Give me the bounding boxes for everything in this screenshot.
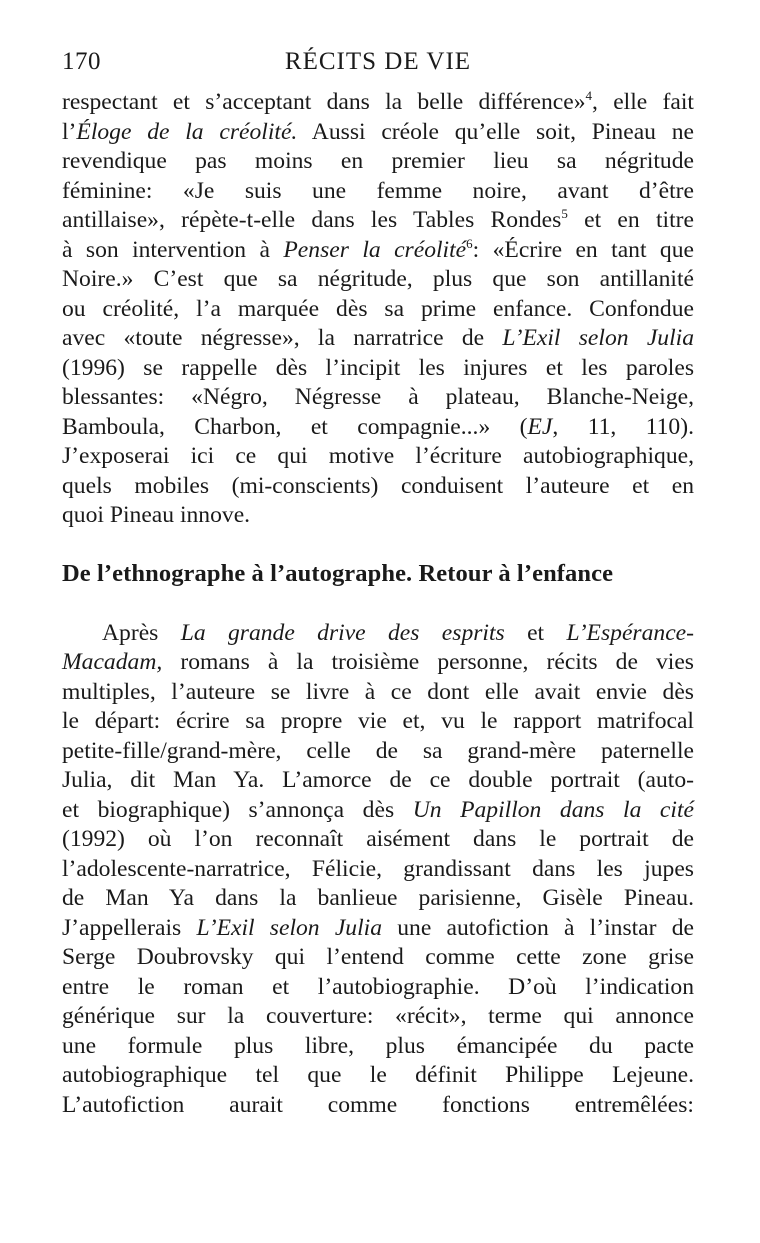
- page-number: 170: [62, 48, 101, 75]
- text-line: L’autofiction aurait comme fonctions entremêlées:: [62, 1091, 694, 1118]
- footnote-ref[interactable]: 5: [561, 206, 568, 222]
- text-line: petite-fille/grand-mère, celle de sa grand-mère paternelle: [62, 737, 694, 764]
- text-line: autobiographique tel que le définit Philippe Lejeune.: [62, 1062, 694, 1088]
- text-line: (1992) où l’on reconnaît aisément dans le portrait de: [62, 826, 694, 852]
- running-title: RÉCITS DE VIE: [284, 48, 472, 75]
- text-line: Julia, dit Man Ya. L’amorce de ce double portrait (auto-: [62, 767, 694, 793]
- text-line: J’appellerais L’Exil selon Julia une autofiction à l’instar de: [62, 914, 695, 941]
- text-line: Noire.» C’est que sa négritude, plus que son antillanité: [62, 266, 694, 292]
- book-title: La grande drive des esprits: [180, 619, 505, 646]
- book-title: L’Espérance-: [566, 619, 694, 646]
- text-line: J’exposerai ici ce qui motive l’écriture autobiographique,: [62, 443, 694, 469]
- book-title: Macadam,: [62, 649, 163, 675]
- book-title: L’Exil selon Julia: [196, 914, 383, 941]
- footnote-ref[interactable]: 6: [466, 235, 473, 251]
- text-line: à son intervention à Penser la créolité$^6$: «Écrire en tant que: [62, 235, 694, 263]
- text-line: multiples, l’auteure se livre à ce dont elle avait envie dès: [62, 678, 694, 705]
- footnote-ref[interactable]: 4: [585, 88, 593, 104]
- paragraph-intro: [62, 88, 694, 531]
- text-line: l’adolescente-narratrice, Félicie, grandissant dans les jupes: [62, 855, 694, 882]
- text-line: générique sur la couverture: «récit», terme qui annonce: [62, 1003, 694, 1029]
- text-line: revendique pas moins en premier lieu sa négritude: [62, 148, 694, 174]
- book-title: Éloge de la créolité.: [76, 118, 298, 145]
- text-line: une formule plus libre, plus émancipée du pacte: [62, 1032, 694, 1059]
- text-line: Bamboula, Charbon, et compagnie...» (EJ, 11, 110).: [62, 413, 694, 440]
- running-head: [62, 48, 694, 88]
- text-line: et biographique) s’annonça dès Un Papillon dans la cité: [62, 796, 694, 823]
- book-page: [62, 48, 694, 1120]
- text-line: (1996) se rappelle dès l’incipit les injures et les paroles: [62, 354, 694, 381]
- text-line: entre le roman et l’autobiographie. D’où l’indication: [62, 973, 694, 1000]
- text-line: quoi Pineau innove.: [62, 502, 251, 528]
- text-line: avec «toute négresse», la narratrice de L’Exil selon Julia: [62, 325, 695, 351]
- text-line: Macadam, romans à la troisième personne, récits de vies: [62, 649, 694, 675]
- text-line: Après La grande drive des esprits et L’Espérance-: [102, 619, 694, 646]
- text-line: respectant et s’acceptant dans la belle différence»$^4$, elle fait: [62, 88, 694, 115]
- text-line: blessantes: «Négro, Négresse à plateau, Blanche-Neige,: [62, 384, 694, 410]
- abbreviation: EJ: [527, 413, 553, 440]
- text-line: antillaise», répète-t-elle dans les Tables Rondes$^5$ et en titre: [62, 206, 694, 233]
- book-title: Penser la créolité: [283, 236, 467, 263]
- section-heading: De l’ethnographe à l’autographe. Retour à l’enfance: [62, 559, 614, 587]
- text-line: quels mobiles (mi-conscients) conduisent l’auteure et en: [62, 472, 694, 499]
- text-line: Serge Doubrovsky qui l’entend comme cette zone grise: [62, 944, 694, 970]
- paragraph-body: [62, 619, 694, 1121]
- book-title: L’Exil selon Julia: [502, 325, 695, 351]
- text-line: le départ: écrire sa propre vie et, vu le rapport matrifocal: [62, 708, 694, 734]
- book-title: Un Papillon dans la cité: [412, 796, 694, 823]
- text-line: l’Éloge de la créolité. Aussi créole qu’elle soit, Pineau ne: [62, 118, 694, 145]
- text-line: ou créolité, l’a marquée dès sa prime enfance. Confondue: [62, 295, 694, 322]
- text-line: féminine: «Je suis une femme noire, avant d’être: [62, 177, 694, 204]
- text-line: de Man Ya dans la banlieue parisienne, Gisèle Pineau.: [62, 885, 694, 911]
